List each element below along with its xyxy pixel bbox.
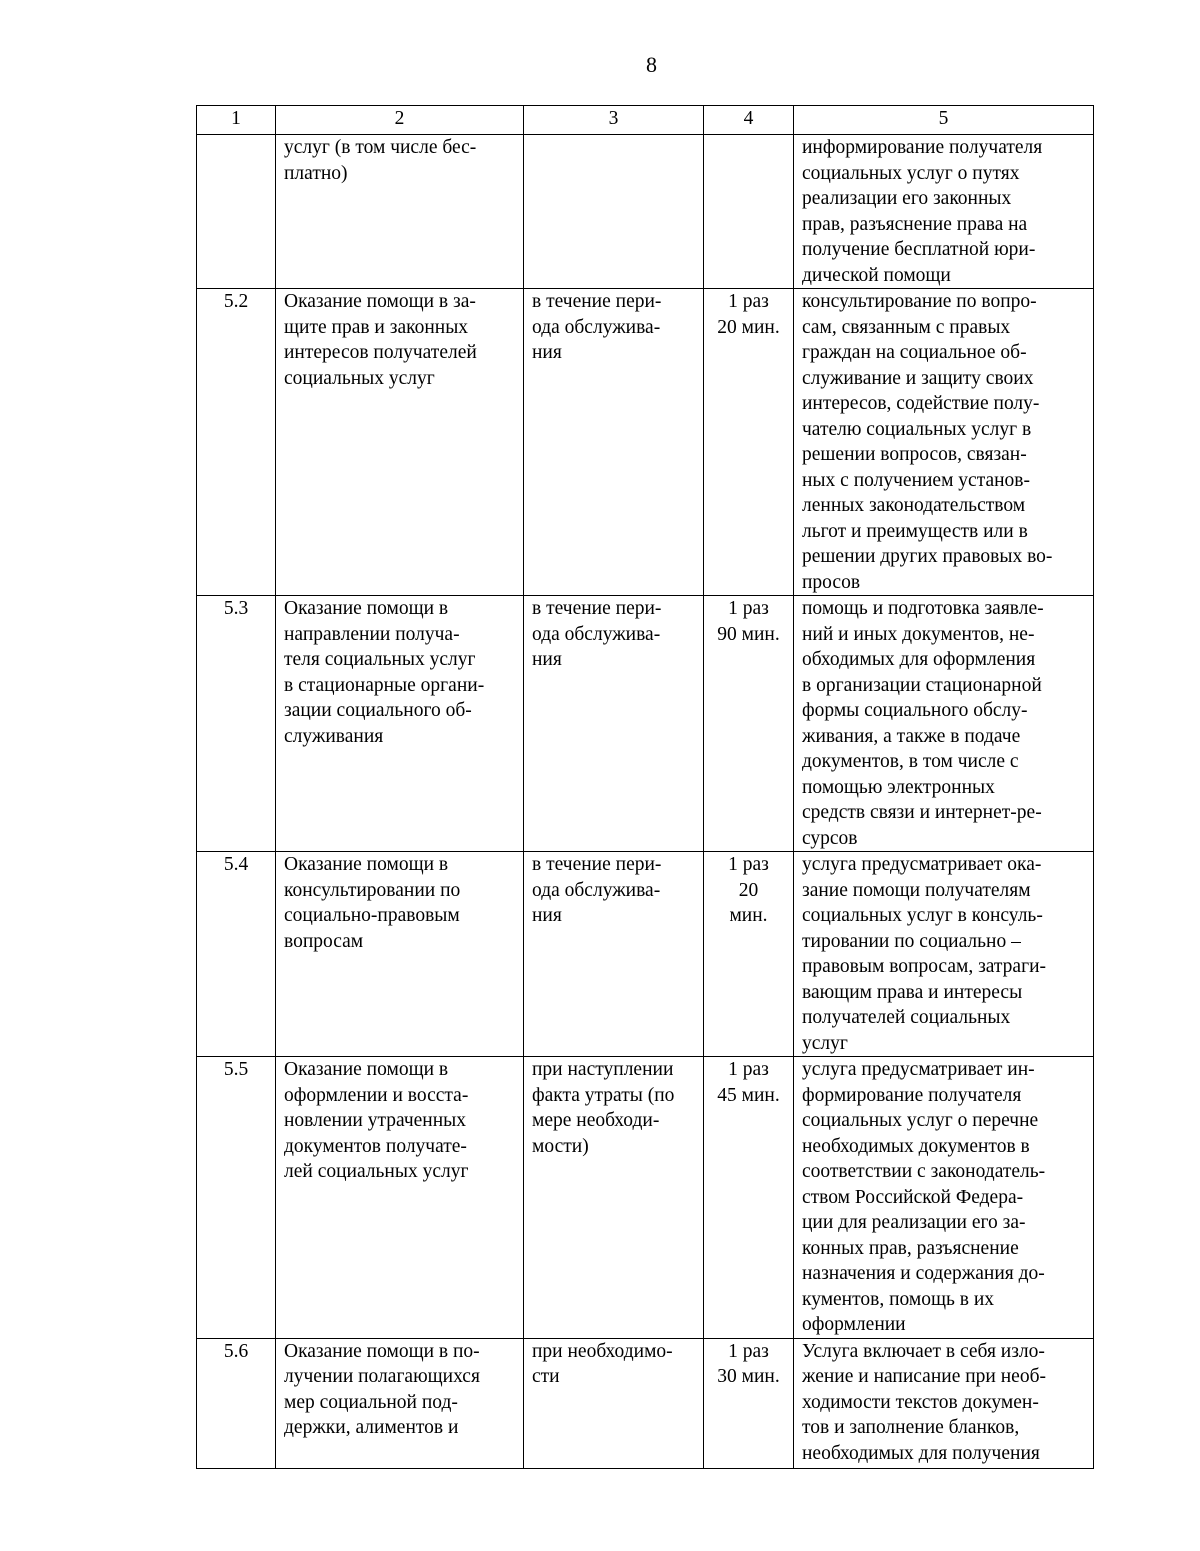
service-description-cell-line: услуг	[802, 1032, 848, 1054]
service-description-cell-line: средств связи и интернет-ре-	[802, 802, 1042, 823]
service-description-cell-line: Услуга включает в себя изло-	[802, 1340, 1045, 1362]
service-frequency-cell	[704, 596, 794, 852]
service-term-cell-line: ния	[532, 905, 562, 926]
service-description-cell-line: документов, в том числе с	[802, 751, 1019, 772]
service-term-cell-line: в течение пери-	[532, 854, 662, 875]
service-name-cell-line: мер социальной под-	[284, 1391, 458, 1413]
service-name-cell-line: Оказание помощи в	[284, 854, 449, 875]
service-name-cell	[276, 135, 524, 289]
service-description-cell-line: формирование получателя	[802, 1084, 1022, 1106]
service-description-cell-line: решении вопросов, связан-	[802, 444, 1027, 465]
service-description-cell-line: услуга предусматривает ока-	[802, 854, 1042, 875]
column-header-5: 5	[794, 106, 1094, 135]
service-description-cell	[794, 135, 1094, 289]
service-description-cell-line: назначения и содержания до-	[802, 1263, 1045, 1284]
service-description-cell	[794, 596, 1094, 852]
service-description-cell-line: ции для реализации его за-	[802, 1212, 1026, 1233]
service-term-cell-line: ния	[532, 649, 562, 670]
service-term-cell-line: ода обслужива-	[532, 623, 661, 645]
row-number-cell: 5.2	[197, 289, 276, 596]
column-header-2: 2	[276, 106, 524, 135]
service-description-cell-line: в организации стационарной	[802, 674, 1042, 696]
table-row	[197, 1057, 1094, 1339]
service-description-cell-line: социальных услуг в консуль-	[802, 905, 1043, 926]
service-description-cell	[794, 1338, 1094, 1468]
service-description-cell-line: сам, связанным с правых	[802, 316, 1011, 338]
row-number-cell: 5.6	[197, 1338, 276, 1468]
service-name-cell-line: документов получате-	[284, 1135, 467, 1157]
service-name-cell-line: новлении утраченных	[284, 1110, 467, 1131]
service-description-cell-line: социальных услуг о путях	[802, 162, 1020, 184]
service-description-cell-line: социальных услуг о перечне	[802, 1110, 1039, 1131]
table-header-row	[197, 106, 1094, 135]
table-row	[197, 852, 1094, 1057]
service-term-cell	[524, 596, 704, 852]
service-description-cell-line: соответствии с законодатель-	[802, 1161, 1046, 1182]
service-description-cell-line: вающим права и интересы	[802, 981, 1023, 1003]
service-frequency-cell	[704, 289, 794, 596]
service-description-cell-line: интересов, содействие полу-	[802, 393, 1040, 414]
service-term-cell-line: мере необходи-	[532, 1110, 660, 1131]
service-name-cell-line: лей социальных услуг	[284, 1161, 469, 1182]
table-row	[197, 596, 1094, 852]
service-name-cell-line: Оказание помощи в по-	[284, 1340, 480, 1362]
service-description-cell-line: служивание и защиту своих	[802, 367, 1034, 389]
service-description-cell-line: получателей социальных	[802, 1007, 1011, 1028]
service-description-cell	[794, 1057, 1094, 1339]
service-term-cell-line: мости)	[532, 1135, 589, 1157]
service-description-cell-line: прав, разъяснение права на	[802, 213, 1028, 235]
service-description-cell-line: просов	[802, 571, 861, 593]
service-description-cell-line: ний и иных документов, не-	[802, 623, 1035, 645]
page-number: 8	[646, 52, 657, 77]
services-table	[196, 105, 1094, 1469]
service-description-cell-line: живания, а также в подаче	[802, 725, 1021, 747]
service-frequency-cell-line: 1 раз	[728, 291, 769, 312]
service-term-cell	[524, 289, 704, 596]
service-name-cell	[276, 1057, 524, 1339]
service-name-cell	[276, 289, 524, 596]
service-frequency-cell-line: 1 раз	[728, 1059, 769, 1080]
service-term-cell-line: ода обслужива-	[532, 879, 661, 901]
service-description-cell-line: граждан на социальное об-	[802, 342, 1027, 363]
service-description-cell-line: дической помощи	[802, 264, 951, 286]
service-term-cell-line: факта утраты (по	[532, 1084, 675, 1106]
service-description-cell-line: ством Российской Федера-	[802, 1186, 1024, 1208]
service-name-cell-line: вопросам	[284, 930, 364, 952]
service-term-cell	[524, 1057, 704, 1339]
service-term-cell	[524, 1338, 704, 1468]
column-header-4: 4	[704, 106, 794, 135]
service-description-cell-line: кументов, помощь в их	[802, 1288, 995, 1310]
service-term-cell-line: в течение пери-	[532, 291, 662, 312]
service-name-cell-line: социально-правовым	[284, 905, 460, 926]
service-description-cell	[794, 852, 1094, 1057]
row-number-cell: 5.5	[197, 1057, 276, 1339]
service-description-cell-line: помощью электронных	[802, 776, 995, 798]
service-name-cell-line: направлении получа-	[284, 623, 460, 645]
service-name-cell-line: теля социальных услуг	[284, 649, 476, 670]
service-description-cell-line: необходимых для получения	[802, 1442, 1040, 1464]
service-term-cell	[524, 852, 704, 1057]
table-row	[197, 1338, 1094, 1468]
service-term-cell	[524, 135, 704, 289]
service-description-cell-line: ходимости текстов докумен-	[802, 1391, 1039, 1413]
service-frequency-cell-line: мин.	[729, 905, 768, 926]
service-name-cell-line: Оказание помощи в за-	[284, 291, 476, 312]
service-description-cell-line: тировании по социально –	[802, 930, 1021, 952]
service-name-cell-line: в стационарные органи-	[284, 674, 485, 696]
service-description-cell-line: конных прав, разъяснение	[802, 1237, 1019, 1259]
service-term-cell-line: в течение пери-	[532, 598, 662, 619]
service-term-cell-line: ния	[532, 342, 562, 363]
service-name-cell-line: лучении полагающихся	[284, 1366, 480, 1387]
service-frequency-cell-line: 20 мин.	[717, 316, 780, 338]
service-frequency-cell	[704, 1057, 794, 1339]
service-description-cell-line: помощь и подготовка заявле-	[802, 598, 1044, 619]
service-term-cell-line: ода обслужива-	[532, 316, 661, 338]
service-frequency-cell-line: 90 мин.	[717, 623, 780, 645]
service-description-cell-line: необходимых документов в	[802, 1135, 1030, 1157]
service-term-cell-line: при наступлении	[532, 1059, 674, 1080]
service-description-cell-line: чателю социальных услуг в	[802, 418, 1032, 440]
table-row	[197, 135, 1094, 289]
service-description-cell-line: ных с получением установ-	[802, 469, 1031, 491]
service-term-cell-line: сти	[532, 1366, 560, 1387]
column-header-3: 3	[524, 106, 704, 135]
service-description-cell-line: решении других правовых во-	[802, 546, 1053, 567]
service-description-cell-line: услуга предусматривает ин-	[802, 1059, 1035, 1080]
table-row	[197, 289, 1094, 596]
service-frequency-cell	[704, 1338, 794, 1468]
row-number-cell: 5.4	[197, 852, 276, 1057]
service-name-cell-line: интересов получателей	[284, 342, 477, 363]
service-frequency-cell-line: 1 раз	[728, 854, 769, 875]
service-name-cell	[276, 852, 524, 1057]
row-number-cell: 5.3	[197, 596, 276, 852]
service-frequency-cell	[704, 852, 794, 1057]
service-name-cell-line: держки, алиментов и	[284, 1417, 459, 1438]
service-description-cell-line: жение и написание при необ-	[802, 1366, 1046, 1387]
service-frequency-cell-line: 45 мин.	[717, 1084, 780, 1106]
service-frequency-cell-line: 30 мин.	[717, 1366, 780, 1387]
service-name-cell	[276, 596, 524, 852]
service-frequency-cell-line: 1 раз	[728, 598, 769, 619]
service-name-cell-line: социальных услуг	[284, 367, 435, 389]
service-description-cell-line: ленных законодательством	[802, 495, 1026, 516]
service-description-cell-line: зание помощи получателям	[802, 879, 1031, 901]
service-name-cell-line: Оказание помощи в	[284, 1059, 449, 1080]
service-name-cell	[276, 1338, 524, 1468]
row-number-cell	[197, 135, 276, 289]
service-description-cell-line: оформлении	[802, 1314, 906, 1335]
service-name-cell-line: щите прав и законных	[284, 316, 469, 338]
service-name-cell-line: услуг (в том числе бес-	[284, 137, 477, 158]
service-frequency-cell-line: 20	[738, 879, 759, 901]
service-description-cell-line: правовым вопросам, затраги-	[802, 956, 1047, 977]
service-description-cell-line: формы социального обслу-	[802, 700, 1028, 721]
service-description-cell-line: сурсов	[802, 827, 858, 849]
column-header-1: 1	[197, 106, 276, 135]
service-description-cell-line: консультирование по вопро-	[802, 291, 1037, 312]
service-term-cell-line: при необходимо-	[532, 1340, 673, 1362]
service-frequency-cell	[704, 135, 794, 289]
service-description-cell-line: тов и заполнение бланков,	[802, 1417, 1020, 1438]
service-name-cell-line: Оказание помощи в	[284, 598, 449, 619]
service-description-cell-line: льгот и преимуществ или в	[802, 520, 1028, 542]
service-description-cell	[794, 289, 1094, 596]
service-name-cell-line: зации социального об-	[284, 700, 472, 721]
service-frequency-cell-line: 1 раз	[728, 1340, 769, 1362]
service-name-cell-line: служивания	[284, 725, 384, 747]
service-description-cell-line: получение бесплатной юри-	[802, 239, 1036, 260]
service-name-cell-line: платно)	[284, 162, 348, 184]
service-description-cell-line: реализации его законных	[802, 188, 1012, 209]
service-description-cell-line: обходимых для оформления	[802, 649, 1036, 670]
service-name-cell-line: оформлении и восста-	[284, 1084, 469, 1106]
service-description-cell-line: информирование получателя	[802, 137, 1043, 158]
service-name-cell-line: консультировании по	[284, 879, 461, 901]
